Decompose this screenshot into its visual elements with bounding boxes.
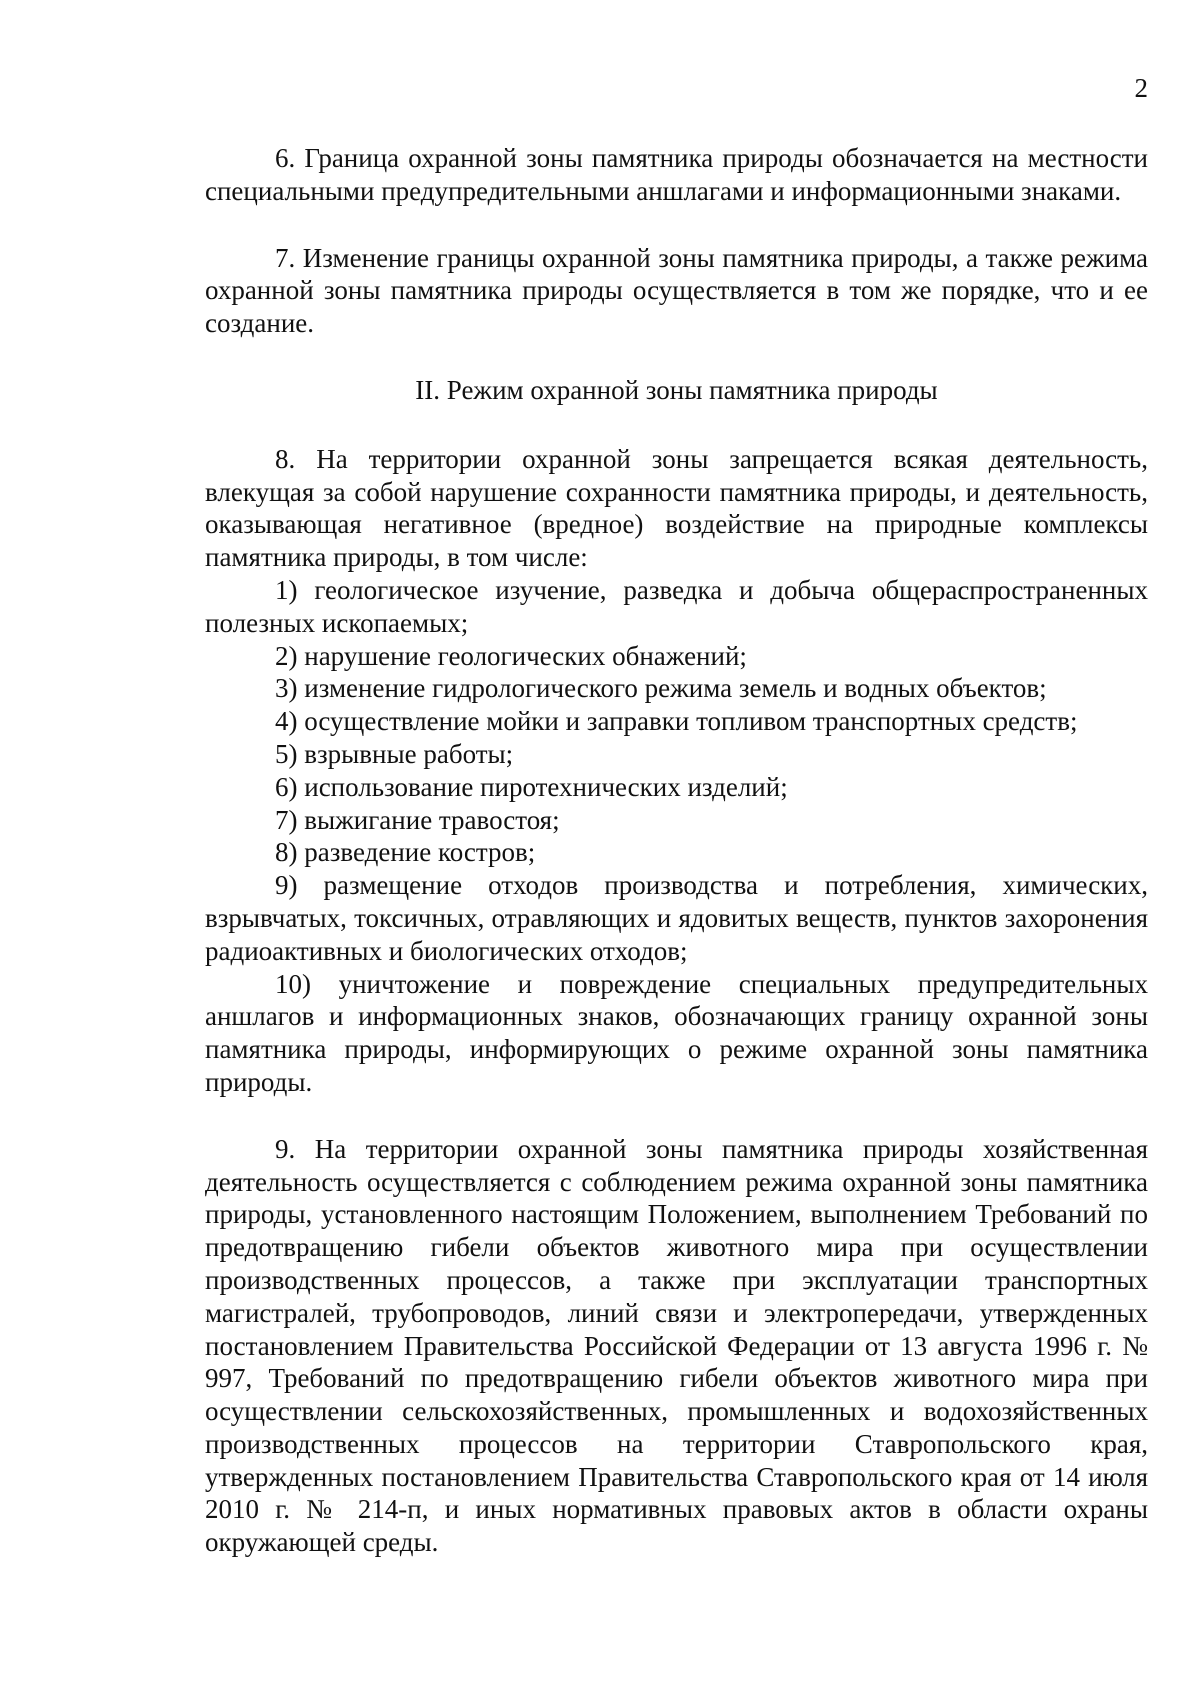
paragraph-8: 8. На территории охранной зоны запрещается всякая деятельность, влекущая за собой нарушение сохранности памятника природы, и деятельность, оказывающая негативное (вредное) воздействие на природные комплексы памятника природы, в том числе: [205,443,1148,573]
prohibited-activities-list [205,574,1148,1099]
list-item: 8) разведение костров; [275,837,536,868]
section-heading: II. Режим охранной зоны памятника природы [415,374,938,405]
list-item: 4) осуществление мойки и заправки топливом транспортных средств; [275,706,1078,737]
list-item: 2) нарушение геологических обнажений; [275,640,747,671]
paragraph-6: 6. Граница охранной зоны памятника природы обозначается на местности специальными предупредительными аншлагами и информационными знаками. [205,143,1148,206]
list-item: 6) использование пиротехнических изделий; [275,771,788,802]
list-item: 7) выжигание травостоя; [275,804,560,835]
page-number: 2 [1134,73,1148,103]
list-item: 3) изменение гидрологического режима земель и водных объектов; [275,673,1047,704]
list-item: 9) размещение отходов производства и потребления, химических, взрывчатых, токсичных, отравляющих и ядовитых веществ, пунктов захоронения радиоактивных и биологических отходов; [205,870,1148,966]
list-item: 10) уничтожение и повреждение специальных предупредительных аншлагов и информационных знаков, обозначающих границу охранной зоны памятника природы, информирующих о режиме охранной зоны памятника природы. [205,968,1148,1097]
paragraph-7: 7. Изменение границы охранной зоны памятника природы, а также режима охранной зоны памятника природы осуществляется в том же порядке, что и ее создание. [205,242,1148,339]
list-item: 1) геологическое изучение, разведка и добыча общераспространенных полезных ископаемых; [205,574,1148,638]
document-body [205,142,1148,1559]
paragraph-9: 9. На территории охранной зоны памятника природы хозяйственная деятельность осуществляется с соблюдением режима охранной зоны памятника природы, установленного настоящим Положением, выполнением Требований по предотвращению гибели объектов животного мира при осуществлении производственных процессов, а также при эксплуатации транспортных магистралей, трубопроводов, линий связи и электропередачи, утвержденных постановлением Правительства Российской Федерации от 13 августа 1996 г. № 997, Требований по предотвращению гибели объектов животного мира при осуществлении сельскохозяйственных, промышленных и водохозяйственных производственных процессов на территории Ставропольского края, утвержденных постановлением Правительства Ставропольского края от 14 июля 2010 г. № 214-п, и иных нормативных правовых актов в области охраны окружающей среды. [205,1133,1148,1558]
list-item: 5) взрывные работы; [275,738,514,769]
